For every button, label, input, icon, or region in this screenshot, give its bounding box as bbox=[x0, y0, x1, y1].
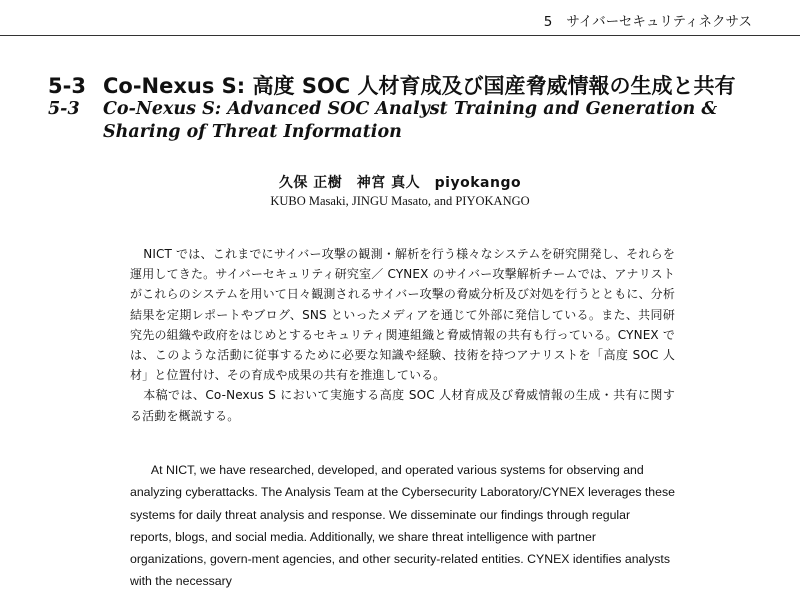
title-jp-section-number: 5-3 bbox=[48, 74, 86, 98]
authors-english: KUBO Masaki, JINGU Masato, and PIYOKANGO bbox=[270, 194, 530, 208]
title-english bbox=[48, 98, 748, 144]
running-header-chapter-number: 5 bbox=[543, 14, 553, 30]
abstract-english bbox=[130, 459, 675, 593]
title-japanese bbox=[48, 70, 736, 100]
abstract-japanese bbox=[130, 244, 675, 426]
abstract-en-paragraph: At NICT, we have researched, developed, and operated various systems for observing and analyzing cyberattacks. The Analysis Team at the Cybersecurity Laboratory/CYNEX leverages these systems for daily threat analysis and response. We disseminate our findings through regular reports, blogs, and social media. Additionally, we share threat intelligence with partner organizations, govern-ment agencies, and other security-related entities. CYNEX identifies analysts with the necessary bbox=[130, 463, 675, 589]
title-en-section-number: 5-3 bbox=[48, 99, 80, 119]
abstract-jp-paragraph: NICT では、これまでにサイバー攻撃の観測・解析を行う様々なシステムを研究開発し、それらを運用してきた。サイバーセキュリティ研究室／ CYNEX のサイバー攻撃解析チームでは、アナリストがこれらのシステムを用いて日々観測されるサイバー攻撃の脅威分析及び対処を行うとともに、分析結果を定期レポートやブログ、SNS といったメディアを通じて外部に発信している。また、共同研究先の組織や政府をはじめとするセキュリティ関連組織と脅威情報の共有も行っている。CYNEX では、このような活動に従事するために必要な知識や経験、技術を持つアナリストを「高度 SOC 人材」と位置付け、その育成や成果の共有を推進している。 bbox=[130, 247, 675, 383]
running-header-chapter-title: サイバーセキュリティネクサス bbox=[566, 14, 752, 30]
running-header bbox=[0, 10, 752, 30]
title-en-text: Co-Nexus S: Advanced SOC Analyst Training and Generation & Sharing of Threat Information bbox=[103, 99, 718, 142]
abstract-jp-paragraph: 本稿では、Co-Nexus S において実施する高度 SOC 人材育成及び脅威情報の生成・共有に関する活動を概説する。 bbox=[130, 388, 675, 423]
header-rule bbox=[0, 35, 800, 36]
title-jp-text: Co-Nexus S: 高度 SOC 人材育成及び国産脅威情報の生成と共有 bbox=[103, 74, 736, 98]
authors-japanese: 久保 正樹 神宮 真人 piyokango bbox=[278, 175, 522, 191]
